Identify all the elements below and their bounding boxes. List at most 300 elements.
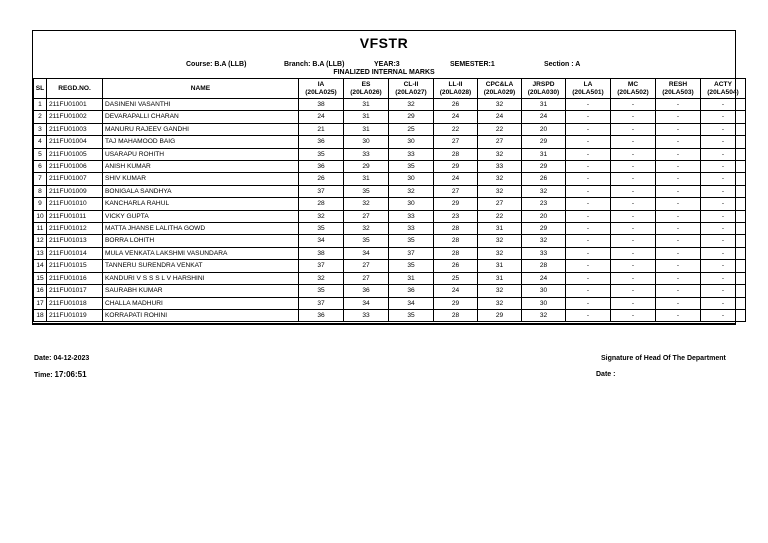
table-cell: 211FU01011	[47, 210, 103, 222]
table-cell: 27	[478, 198, 522, 210]
table-cell: -	[566, 247, 611, 259]
table-cell: 15	[34, 272, 47, 284]
column-header	[611, 79, 656, 99]
table-cell: -	[566, 185, 611, 197]
column-name: REGD.NO.	[58, 84, 91, 92]
table-cell: 30	[389, 173, 434, 185]
table-cell: 32	[299, 210, 344, 222]
table-cell: 35	[389, 235, 434, 247]
semester-label: SEMESTER:1	[450, 61, 495, 68]
marks-sheet	[32, 30, 739, 325]
column-name: CPC&LA	[485, 80, 514, 88]
table-cell: 30	[522, 285, 566, 297]
table-cell: -	[701, 260, 746, 272]
table-cell: 31	[344, 111, 389, 123]
table-cell: 35	[299, 285, 344, 297]
table-cell: 32	[389, 185, 434, 197]
table-cell: 11	[34, 223, 47, 235]
column-code: (20LA028)	[439, 88, 472, 96]
institution-title: VFSTR	[359, 35, 409, 51]
table-cell: ANISH KUMAR	[103, 161, 299, 173]
table-cell: 35	[389, 161, 434, 173]
column-code: (20LA025)	[305, 88, 337, 96]
table-cell: 31	[522, 148, 566, 160]
table-cell: 18	[34, 309, 47, 321]
table-cell: -	[611, 272, 656, 284]
table-cell: USARAPU ROHITH	[103, 148, 299, 160]
table-cell: -	[701, 235, 746, 247]
table-cell: KORRAPATI ROHINI	[103, 309, 299, 321]
table-row	[34, 235, 746, 247]
table-cell: -	[656, 235, 701, 247]
column-name: LA	[583, 80, 593, 88]
table-cell: 24	[299, 111, 344, 123]
table-cell: 26	[434, 99, 478, 111]
table-cell: 32	[478, 99, 522, 111]
table-cell: TANNERU SURENDRA VENKAT	[103, 260, 299, 272]
table-cell: 32	[478, 235, 522, 247]
table-cell: 5	[34, 148, 47, 160]
column-code: (20LA501)	[572, 88, 604, 96]
table-cell: -	[611, 185, 656, 197]
table-cell: 22	[478, 210, 522, 222]
table-cell: 211FU01013	[47, 235, 103, 247]
table-cell: 23	[434, 210, 478, 222]
column-name: ACTY	[714, 80, 732, 88]
table-cell: -	[611, 198, 656, 210]
table-cell: 17	[34, 297, 47, 309]
table-cell: 20	[522, 210, 566, 222]
table-cell: SHIV KUMAR	[103, 173, 299, 185]
table-cell: BONIGALA SANDHYA	[103, 185, 299, 197]
table-cell: -	[701, 247, 746, 259]
table-cell: 211FU01019	[47, 309, 103, 321]
table-cell: -	[566, 260, 611, 272]
table-cell: 24	[434, 111, 478, 123]
table-cell: -	[656, 161, 701, 173]
table-cell: 24	[434, 285, 478, 297]
table-cell: 211FU01014	[47, 247, 103, 259]
table-cell: 3	[34, 123, 47, 135]
table-cell: 4	[34, 136, 47, 148]
table-cell: 28	[434, 247, 478, 259]
table-cell: 33	[389, 148, 434, 160]
table-cell: 35	[299, 148, 344, 160]
table-cell: 32	[344, 223, 389, 235]
column-code: (20LA026)	[350, 88, 382, 96]
table-cell: 23	[522, 198, 566, 210]
table-cell: -	[656, 247, 701, 259]
table-cell: 37	[299, 260, 344, 272]
table-cell: 24	[522, 111, 566, 123]
table-cell: 32	[478, 185, 522, 197]
table-row	[34, 260, 746, 272]
table-cell: -	[611, 309, 656, 321]
table-cell: 27	[434, 185, 478, 197]
table-row	[34, 148, 746, 160]
table-cell: SAURABH KUMAR	[103, 285, 299, 297]
table-cell: 36	[299, 309, 344, 321]
table-cell: -	[656, 148, 701, 160]
hod-signature-label: Signature of Head Of The Department	[601, 355, 726, 362]
table-cell: 211FU01017	[47, 285, 103, 297]
table-cell: -	[656, 123, 701, 135]
column-header	[566, 79, 611, 99]
table-cell: 24	[434, 173, 478, 185]
table-cell: CHALLA MADHURI	[103, 297, 299, 309]
table-cell: 211FU01012	[47, 223, 103, 235]
signature-date-label: Date :	[596, 371, 616, 378]
table-header-row	[34, 79, 746, 99]
marks-table	[33, 78, 746, 322]
table-row	[34, 111, 746, 123]
table-cell: 35	[344, 235, 389, 247]
table-cell: 211FU01006	[47, 161, 103, 173]
table-row	[34, 173, 746, 185]
table-cell: -	[701, 123, 746, 135]
column-code: (20LA503)	[662, 88, 694, 96]
table-cell: -	[656, 111, 701, 123]
table-cell: -	[656, 297, 701, 309]
table-cell: 32	[478, 297, 522, 309]
table-cell: 211FU01010	[47, 198, 103, 210]
table-cell: DASINENI VASANTHI	[103, 99, 299, 111]
table-cell: 29	[522, 136, 566, 148]
column-header	[34, 79, 47, 99]
table-cell: 32	[522, 309, 566, 321]
table-cell: 32	[522, 185, 566, 197]
table-cell: 31	[344, 123, 389, 135]
column-header	[522, 79, 566, 99]
column-code: (20LA029)	[483, 88, 516, 96]
table-cell: -	[566, 99, 611, 111]
table-cell: -	[611, 173, 656, 185]
table-cell: 29	[522, 223, 566, 235]
table-cell: 36	[389, 285, 434, 297]
table-cell: 1	[34, 99, 47, 111]
table-cell: 211FU01007	[47, 173, 103, 185]
table-cell: -	[611, 247, 656, 259]
table-cell: -	[611, 136, 656, 148]
column-name: RESH	[668, 80, 688, 88]
table-cell: -	[656, 185, 701, 197]
table-cell: 34	[389, 297, 434, 309]
table-cell: 32	[478, 285, 522, 297]
table-cell: 29	[434, 161, 478, 173]
table-cell: KANCHARLA RAHUL	[103, 198, 299, 210]
table-cell: -	[611, 285, 656, 297]
table-cell: -	[701, 148, 746, 160]
table-row	[34, 309, 746, 321]
table-row	[34, 99, 746, 111]
table-cell: 211FU01003	[47, 123, 103, 135]
course-label: Course: B.A (LLB)	[186, 61, 247, 68]
column-header	[478, 79, 522, 99]
table-row	[34, 198, 746, 210]
table-cell: 28	[299, 198, 344, 210]
table-cell: 32	[478, 247, 522, 259]
table-cell: 29	[522, 161, 566, 173]
table-cell: 26	[299, 173, 344, 185]
report-time	[34, 370, 87, 379]
table-cell: 211FU01005	[47, 148, 103, 160]
table-cell: 35	[299, 223, 344, 235]
table-cell: 35	[389, 309, 434, 321]
table-cell: -	[566, 309, 611, 321]
table-cell: 26	[434, 260, 478, 272]
table-cell: -	[611, 235, 656, 247]
table-cell: 36	[299, 136, 344, 148]
time-value: 17:06:51	[54, 370, 87, 379]
table-cell: -	[611, 123, 656, 135]
table-cell: 28	[434, 148, 478, 160]
table-row	[34, 272, 746, 284]
table-cell: -	[656, 285, 701, 297]
table-cell: 33	[389, 210, 434, 222]
table-cell: -	[611, 223, 656, 235]
table-cell: 31	[344, 173, 389, 185]
table-cell: -	[566, 223, 611, 235]
table-cell: -	[611, 210, 656, 222]
column-code: (20LA504)	[707, 88, 739, 96]
year-label: YEAR:3	[374, 61, 400, 68]
table-cell: 211FU01015	[47, 260, 103, 272]
table-cell: 27	[434, 136, 478, 148]
table-cell: 27	[344, 272, 389, 284]
table-row	[34, 247, 746, 259]
table-cell: 30	[344, 136, 389, 148]
table-cell: 29	[389, 111, 434, 123]
table-cell: 29	[478, 309, 522, 321]
column-header	[434, 79, 478, 99]
table-cell: 37	[299, 297, 344, 309]
column-name: CL-II	[403, 80, 419, 88]
table-cell: -	[701, 272, 746, 284]
table-row	[34, 136, 746, 148]
table-cell: -	[656, 309, 701, 321]
table-cell: -	[656, 210, 701, 222]
table-cell: BORRA LOHITH	[103, 235, 299, 247]
table-cell: MULA VENKATA LAKSHMI VASUNDARA	[103, 247, 299, 259]
table-cell: -	[566, 161, 611, 173]
table-cell: MATTA JHANSE LALITHA GOWD	[103, 223, 299, 235]
table-cell: 32	[389, 99, 434, 111]
table-cell: -	[701, 111, 746, 123]
table-cell: MANURU RAJEEV GANDHI	[103, 123, 299, 135]
table-cell: 7	[34, 173, 47, 185]
table-cell: DEVARAPALLI CHARAN	[103, 111, 299, 123]
table-cell: -	[701, 198, 746, 210]
table-cell: -	[611, 148, 656, 160]
table-cell: 34	[299, 235, 344, 247]
table-cell: 29	[434, 198, 478, 210]
table-cell: -	[611, 297, 656, 309]
table-cell: -	[701, 210, 746, 222]
column-name: IA	[317, 80, 325, 88]
table-row	[34, 285, 746, 297]
table-cell: 31	[478, 272, 522, 284]
table-cell: -	[611, 260, 656, 272]
table-cell: -	[611, 99, 656, 111]
branch-label: Branch: B.A (LLB)	[284, 61, 345, 68]
table-cell: -	[566, 148, 611, 160]
table-cell: 9	[34, 198, 47, 210]
table-cell: 37	[299, 185, 344, 197]
table-row	[34, 210, 746, 222]
table-cell: -	[656, 173, 701, 185]
table-cell: 38	[299, 99, 344, 111]
column-header	[701, 79, 746, 99]
table-cell: 24	[522, 272, 566, 284]
table-cell: -	[701, 99, 746, 111]
table-cell: 211FU01004	[47, 136, 103, 148]
table-cell: 36	[344, 285, 389, 297]
table-cell: 31	[389, 272, 434, 284]
table-cell: -	[656, 136, 701, 148]
table-cell: -	[701, 223, 746, 235]
table-cell: 28	[434, 309, 478, 321]
table-cell: 30	[389, 136, 434, 148]
table-cell: 38	[299, 247, 344, 259]
table-cell: 12	[34, 235, 47, 247]
table-cell: -	[701, 161, 746, 173]
column-header	[47, 79, 103, 99]
table-row	[34, 223, 746, 235]
table-cell: 32	[478, 148, 522, 160]
table-cell: -	[701, 285, 746, 297]
column-header	[344, 79, 389, 99]
column-name: SL	[35, 84, 45, 92]
section-label: Section : A	[544, 61, 581, 68]
table-cell: 211FU01009	[47, 185, 103, 197]
column-header	[103, 79, 299, 99]
table-cell: TAJ MAHAMOOD BAIG	[103, 136, 299, 148]
table-cell: 33	[522, 247, 566, 259]
table-cell: 211FU01002	[47, 111, 103, 123]
table-cell: KANDURI V S S S L V HARSHINI	[103, 272, 299, 284]
table-cell: -	[566, 111, 611, 123]
column-name: NAME	[190, 84, 211, 92]
table-cell: -	[701, 136, 746, 148]
time-label: Time:	[34, 372, 53, 379]
table-cell: 20	[522, 123, 566, 135]
table-cell: 25	[389, 123, 434, 135]
table-cell: -	[566, 297, 611, 309]
table-cell: 35	[389, 260, 434, 272]
column-name: JRSPD	[532, 80, 555, 88]
table-cell: -	[566, 198, 611, 210]
table-cell: 24	[478, 111, 522, 123]
table-cell: 26	[522, 173, 566, 185]
table-bottom-rule	[33, 323, 735, 324]
table-cell: 33	[478, 161, 522, 173]
table-cell: 2	[34, 111, 47, 123]
table-cell: 27	[344, 260, 389, 272]
table-cell: 34	[344, 297, 389, 309]
table-cell: 25	[434, 272, 478, 284]
table-cell: 211FU01016	[47, 272, 103, 284]
column-name: ES	[361, 80, 371, 88]
table-cell: 28	[434, 235, 478, 247]
table-cell: -	[701, 297, 746, 309]
table-cell: 37	[389, 247, 434, 259]
table-cell: -	[566, 235, 611, 247]
column-code: (20LA502)	[617, 88, 649, 96]
table-cell: 8	[34, 185, 47, 197]
column-name: LL-II	[448, 80, 463, 88]
table-cell: 32	[344, 198, 389, 210]
column-header	[299, 79, 344, 99]
table-row	[34, 161, 746, 173]
table-cell: 31	[478, 223, 522, 235]
column-code: (20LA030)	[527, 88, 560, 96]
table-cell: 36	[299, 161, 344, 173]
table-cell: 30	[522, 297, 566, 309]
table-cell: -	[566, 272, 611, 284]
table-cell: VICKY GUPTA	[103, 210, 299, 222]
table-cell: -	[701, 173, 746, 185]
table-cell: 13	[34, 247, 47, 259]
table-cell: 16	[34, 285, 47, 297]
table-cell: 29	[344, 161, 389, 173]
table-cell: -	[656, 198, 701, 210]
table-cell: 14	[34, 260, 47, 272]
table-cell: -	[611, 111, 656, 123]
table-cell: 29	[434, 297, 478, 309]
table-cell: 6	[34, 161, 47, 173]
table-cell: 32	[478, 173, 522, 185]
table-cell: -	[656, 260, 701, 272]
table-cell: -	[656, 272, 701, 284]
table-cell: 28	[434, 223, 478, 235]
table-cell: 34	[344, 247, 389, 259]
table-row	[34, 297, 746, 309]
report-date: Date: 04-12-2023	[34, 355, 90, 362]
table-cell: 211FU01018	[47, 297, 103, 309]
table-cell: 33	[344, 148, 389, 160]
column-code: (20LA027)	[395, 88, 427, 96]
report-subtitle: FINALIZED INTERNAL MARKS	[333, 69, 435, 76]
table-cell: -	[566, 210, 611, 222]
table-cell: -	[566, 136, 611, 148]
table-cell: 31	[478, 260, 522, 272]
table-cell: 33	[344, 309, 389, 321]
table-cell: 22	[478, 123, 522, 135]
table-cell: 33	[389, 223, 434, 235]
column-header	[389, 79, 434, 99]
table-row	[34, 123, 746, 135]
table-cell: 22	[434, 123, 478, 135]
table-cell: 32	[522, 235, 566, 247]
table-cell: 21	[299, 123, 344, 135]
table-cell: 211FU01001	[47, 99, 103, 111]
table-cell: -	[611, 161, 656, 173]
table-cell: -	[566, 173, 611, 185]
table-cell: -	[701, 309, 746, 321]
table-cell: -	[701, 185, 746, 197]
table-cell: 35	[344, 185, 389, 197]
table-cell: 31	[522, 99, 566, 111]
table-cell: 10	[34, 210, 47, 222]
table-cell: 30	[389, 198, 434, 210]
table-cell: 28	[522, 260, 566, 272]
table-body	[34, 99, 746, 322]
table-cell: -	[566, 123, 611, 135]
table-cell: 27	[478, 136, 522, 148]
column-name: MC	[627, 80, 639, 88]
table-cell: -	[656, 223, 701, 235]
table-cell: -	[566, 285, 611, 297]
